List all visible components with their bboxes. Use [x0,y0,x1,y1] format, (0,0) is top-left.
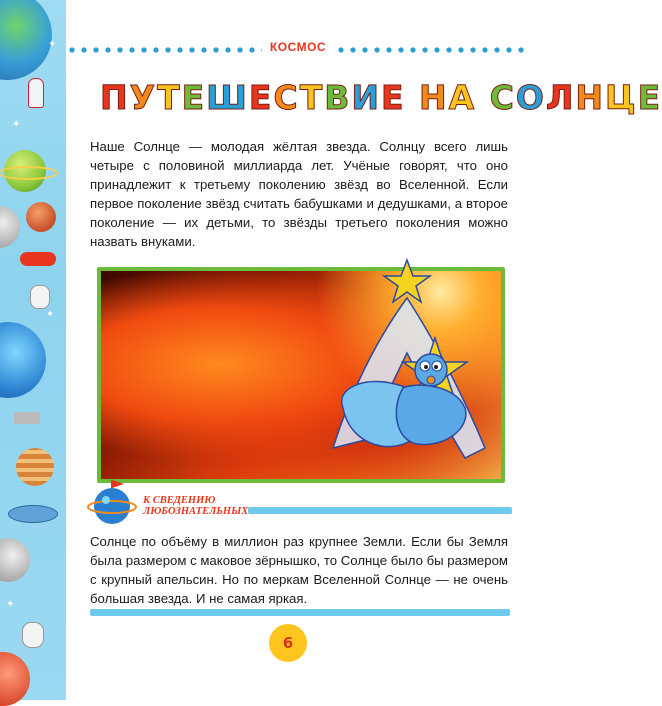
jupiter-planet-icon [16,448,54,486]
title-letter: О [515,78,546,117]
red-planet-icon [0,652,30,706]
star-mascot-illustration [325,258,490,473]
canopy-top-star-icon [384,260,430,302]
info-box-rule [248,507,512,514]
bottom-rule [90,609,510,616]
satellite-icon [14,412,40,424]
title-letter: С [273,78,300,117]
spaceship-icon [20,252,56,266]
ring-icon [0,166,58,180]
title-letter [406,78,420,117]
mars-planet-icon [26,202,56,232]
pacifier-icon [427,376,435,384]
title-letter: Е [181,78,207,117]
title-letter: Е [380,78,406,117]
info-box-text: Солнце по объёму в миллион раз крупнее Земли. Если бы Земля была размером с маковое зёрнышко, то Солнце было бы размером с крупный апельсин. Но по меркам Вселенной Солнце — не очень большая звезда. И не самая яркая. [90,534,508,606]
title-letter: Т [157,78,182,117]
page-title [100,78,662,117]
title-letter: Т [299,78,325,117]
title-letter: В [324,78,352,117]
title-letter [476,78,490,117]
star-icon: ✦ [12,119,21,130]
earth-planet-icon [0,0,52,80]
title-letter: П [100,78,130,117]
grey-planet-icon [0,206,20,248]
title-letter: И [351,78,381,117]
title-letter: Н [419,78,449,117]
page-number: 6 [282,634,294,652]
blue-planet-icon [0,322,46,398]
title-letter: Е [248,78,274,117]
info-box-title: К СВЕДЕНИЮ ЛЮБОЗНАТЕЛЬНЫХ [143,495,249,517]
space-decoration-strip [0,0,66,700]
header-dots-left [66,47,262,53]
moon-icon [0,538,30,582]
header-dots-right [335,47,525,53]
rocket-icon [28,78,44,108]
star-icon: ✦ [48,39,57,50]
title-letter: С [489,78,516,117]
ufo-icon [8,505,58,523]
title-letter: Ц [605,78,638,117]
title-letter: А [448,78,477,117]
title-letter: Н [575,78,606,117]
astronaut-icon [30,285,50,309]
title-letter: Ш [206,78,249,117]
section-label: КОСМОС [269,40,327,54]
title-letter: У [129,78,158,117]
title-letter: Е [637,78,662,117]
page-number-badge [269,624,307,662]
astronaut-icon [22,622,44,648]
title-letter: Л [545,78,576,117]
intro-paragraph: Наше Солнце — молодая жёлтая звезда. Солнцу всего лишь четыре с половиной миллиарда лет. Учёные говорят, что оно принадлежит к третьему поколению звёзд во Вселенной. Если первое поколение звёзд считать бабушками и дедушками, а второе поколение — их детьми, то звёзды третьего поколения можно назвать внуками. [90,139,508,249]
star-icon: ✦ [6,599,15,610]
star-icon: ✦ [46,309,55,320]
